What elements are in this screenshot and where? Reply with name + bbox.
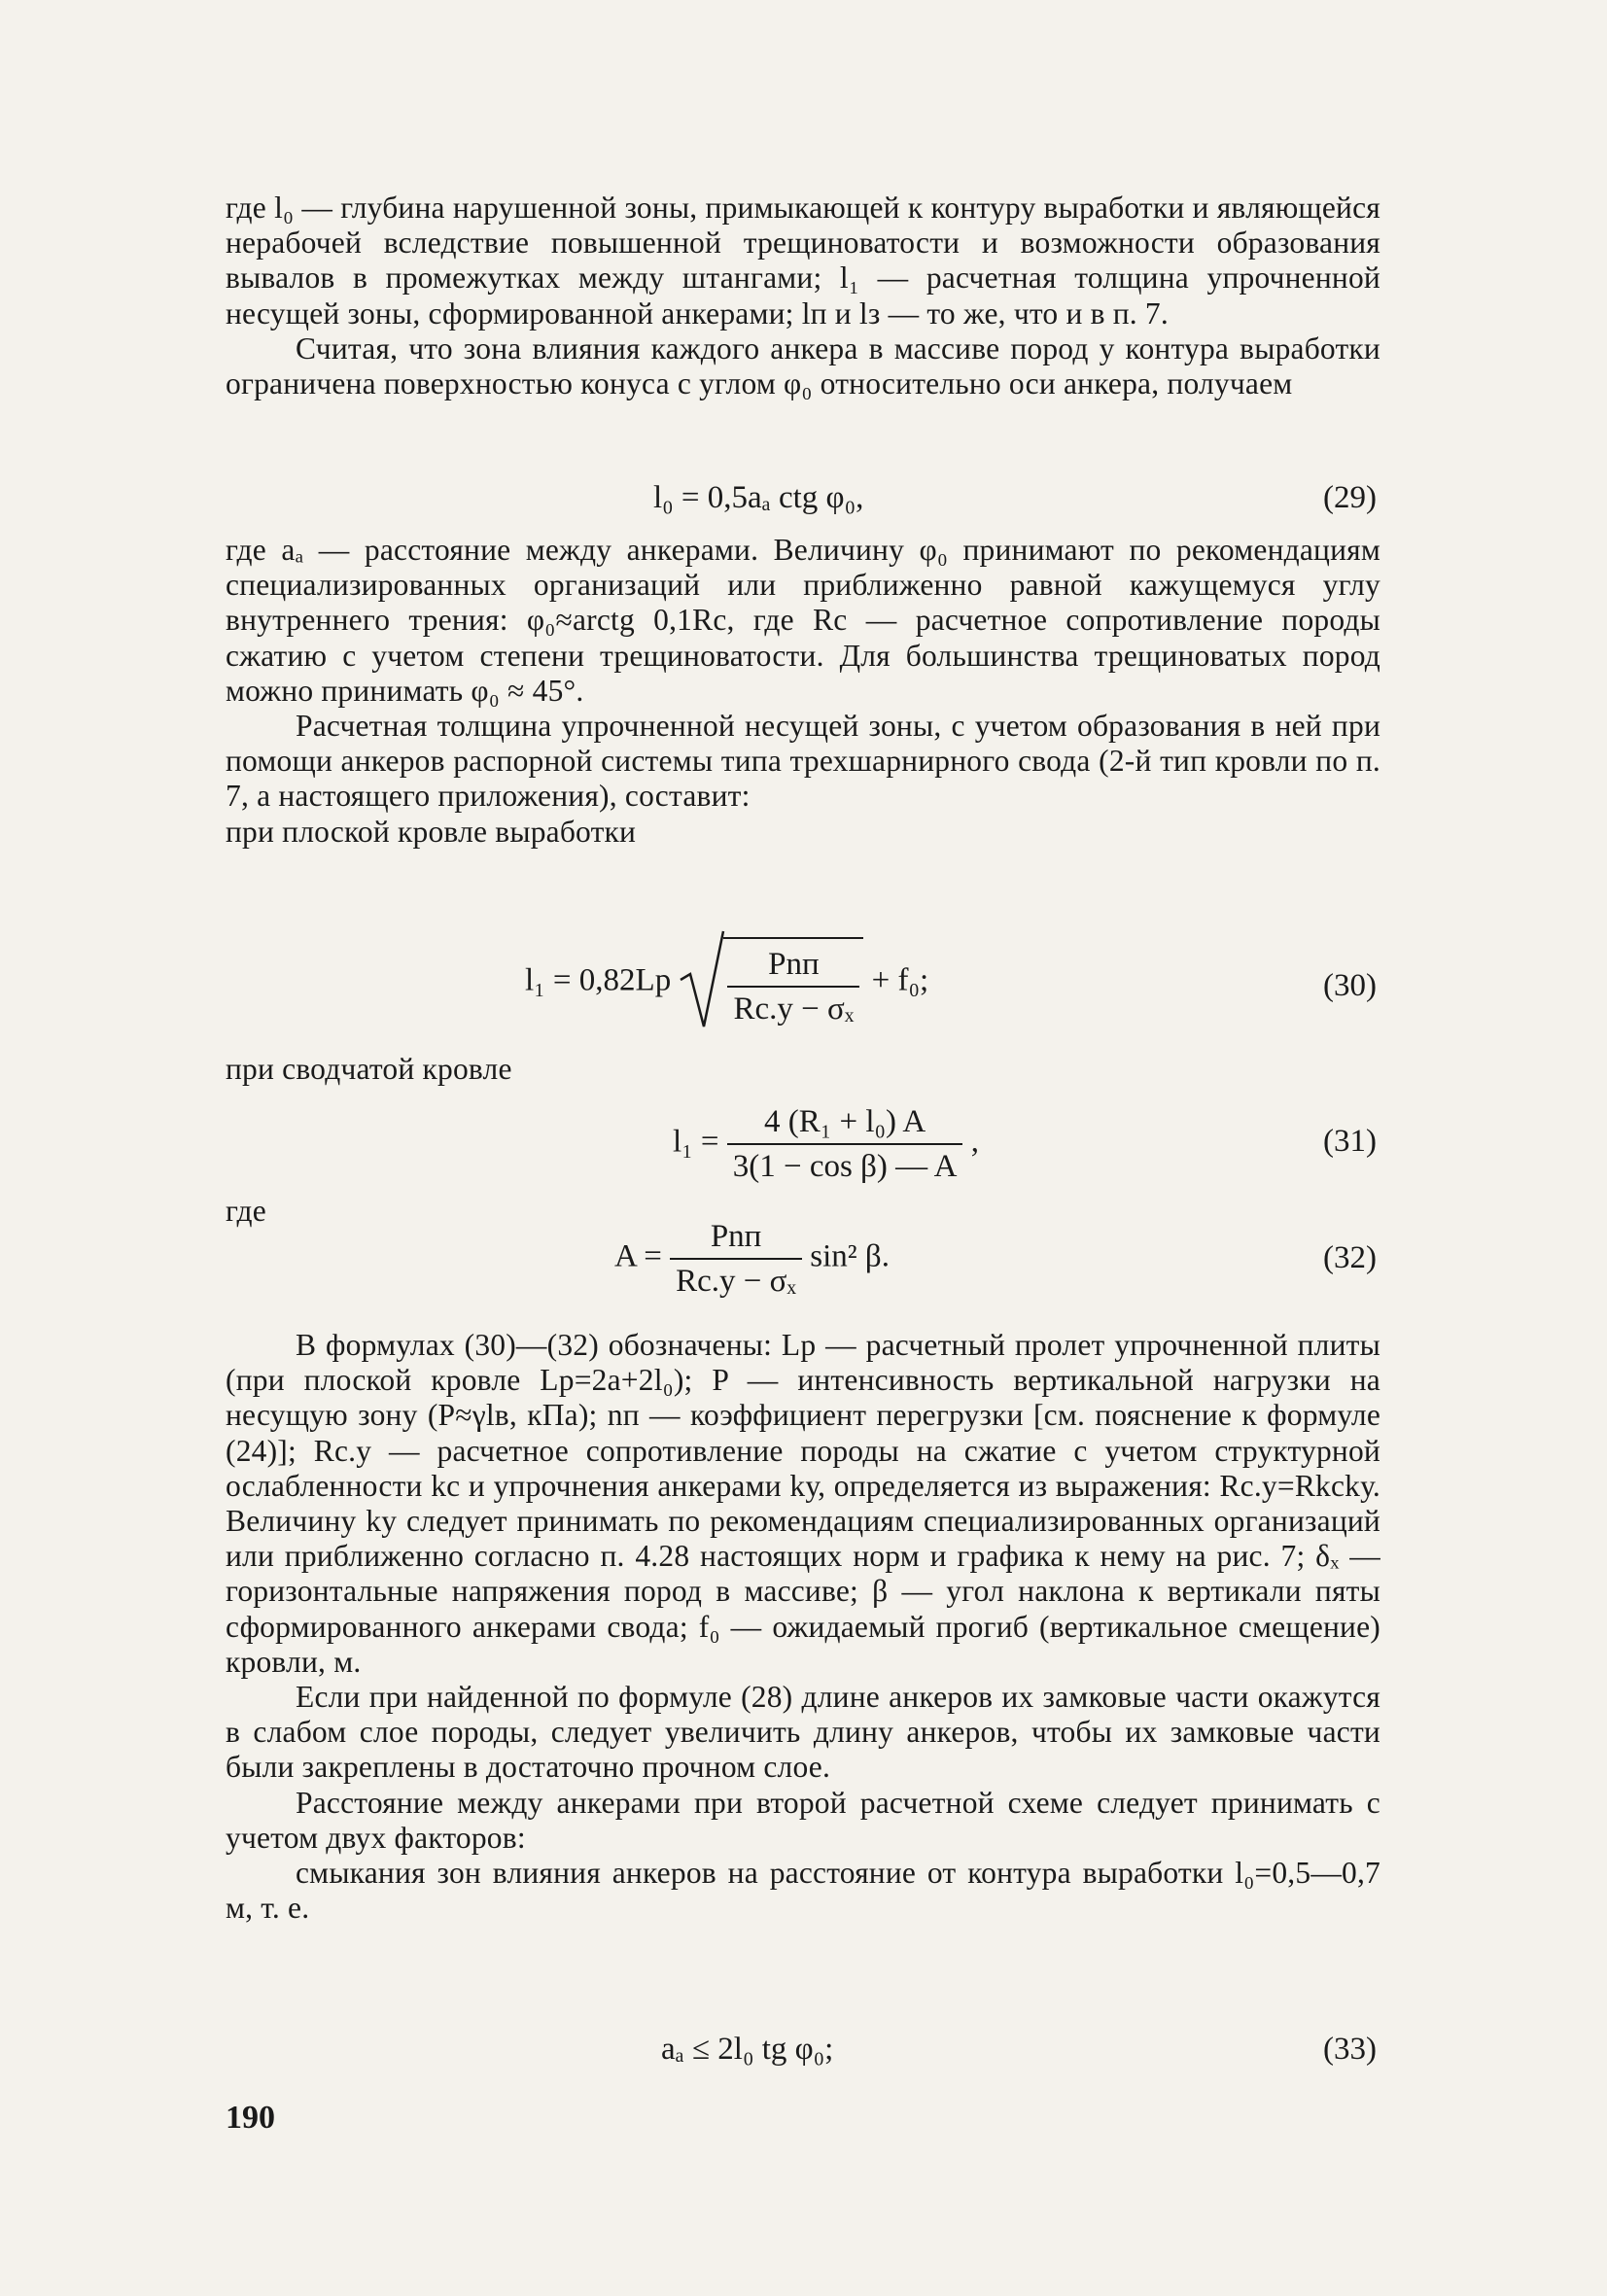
page-number: 190 (226, 2100, 275, 2136)
paragraph-zone-closure: смыкания зон влияния анкеров на расстояние от контура выработки l₀=0,5—0,7 м, т. е. (226, 1856, 1380, 1926)
paragraph-vaulted (226, 1052, 1380, 1087)
equation-29 (226, 478, 1380, 521)
equation-30-tail: + f₀; (871, 962, 929, 998)
equation-30-numerator: Pnп (727, 945, 859, 988)
equation-33-body: aₐ ≤ 2l₀ tg φ₀; (661, 2032, 834, 2067)
paragraph-anchor-distance: где aₐ — расстояние между анкерами. Величину φ₀ принимают по рекомендациям специализированных организаций или приближенно равной кажущемуся углу внутреннего трения: φ₀≈arctg 0,1Rс, где Rс — расчетное сопротивление породы сжатию с учетом степени трещиноватости. Для большинства трещиноватых пород можно принимать φ₀ ≈ 45°. (226, 533, 1380, 708)
equation-31-lhs: l₁ = (673, 1124, 719, 1160)
paragraph-zone-thickness: Расчетная толщина упрочненной несущей зоны, с учетом образования в ней при помощи анкеров распорной системы типа трехшарнирного свода (2-й тип кровли по п. 7, а настоящего приложения), составит: (226, 709, 1380, 814)
equation-30-number: (30) (1323, 968, 1377, 1003)
equation-30-lhs: l₁ = 0,82Lр (525, 962, 672, 998)
equation-32-number: (32) (1323, 1240, 1377, 1275)
equation-30-denominator: Rс.у − σₓ (733, 991, 855, 1026)
equation-30 (226, 933, 1380, 1040)
equation-31-denominator: 3(1 − cos β) — A (732, 1149, 958, 1184)
equation-32-numerator: Pnп (670, 1217, 802, 1260)
equation-32-fraction (670, 1217, 802, 1301)
paragraph-vaulted-roof: при сводчатой кровле (226, 1052, 512, 1086)
paragraph-block-middle (226, 533, 1380, 850)
radical-sign-icon (679, 929, 725, 1030)
equation-30-fraction (727, 945, 859, 1028)
equation-33 (226, 2030, 1380, 2072)
paragraph-where-label: где (226, 1194, 266, 1228)
equation-32-denominator: Rс.у − σₓ (676, 1264, 797, 1299)
paragraph-notation: В формулах (30)—(32) обозначены: Lр — расчетный пролет упрочненной плиты (при плоской кровле Lр=2a+2l₀); P — интенсивность вертикальной нагрузки на несущую зону (P≈γlв, кПа); nп — коэффициент перегрузки [см. пояснение к формуле (24)]; Rс.у — расчетное сопротивление породы на сжатие с учетом структурной ослабленности kс и упрочнения анкерами kу, определяется из выражения: Rс.у=Rkсkу. Величину kу следует принимать по рекомендациям специализированных организаций или приближенно согласно п. 4.28 настоящих норм и графика к нему на рис. 7; δₓ — горизонтальные напряжения пород в массиве; β — угол наклона к вертикали пяты сформированного анкерами свода; f₀ — ожидаемый прогиб (вертикальное смещение) кровли, м. (226, 1328, 1380, 1679)
equation-31-number: (31) (1323, 1124, 1377, 1159)
equation-29-number: (29) (1323, 480, 1377, 515)
equation-33-number: (33) (1323, 2032, 1377, 2067)
paragraph-cone-zone: Считая, что зона влияния каждого анкера в массиве пород у контура выработки ограничена поверхностью конуса с углом φ₀ относительно оси анкера, получаем (226, 330, 1380, 401)
equation-31-tail: , (970, 1124, 979, 1160)
paragraph-definitions: где l₀ — глубина нарушенной зоны, примыкающей к контуру выработки и являющейся нерабочей вследствие повышенной трещиноватости и возможности образования вывалов в промежутках между штангами; l₁ — расчетная толщина упрочненной несущей зоны, сформированной анкерами; lп и lз — то же, что и в п. 7. (226, 191, 1380, 330)
equation-32 (226, 1213, 1380, 1306)
equation-31 (226, 1098, 1380, 1192)
equation-29-body: l₀ = 0,5aₐ ctg φ₀, (653, 480, 864, 515)
paragraph-flat-roof: при плоской кровле выработки (226, 814, 637, 849)
square-root (679, 937, 863, 1028)
paragraph-second-scheme: Расстояние между анкерами при второй расчетной схеме следует принимать с учетом двух факторов: (226, 1785, 1380, 1855)
equation-32-lhs: A = (614, 1238, 662, 1274)
paragraph-block-bottom (226, 1328, 1380, 1926)
paragraph-block-top (226, 191, 1380, 401)
equation-32-tail: sin² β. (810, 1238, 890, 1274)
paragraph-weak-layer: Если при найденной по формуле (28) длине анкеров их замковые части окажутся в слабом слое породы, следует увеличить длину анкеров, чтобы их замковые части были закреплены в достаточно прочном слое. (226, 1680, 1380, 1785)
equation-31-fraction (727, 1102, 963, 1186)
equation-31-numerator: 4 (R₁ + l₀) A (727, 1102, 963, 1145)
